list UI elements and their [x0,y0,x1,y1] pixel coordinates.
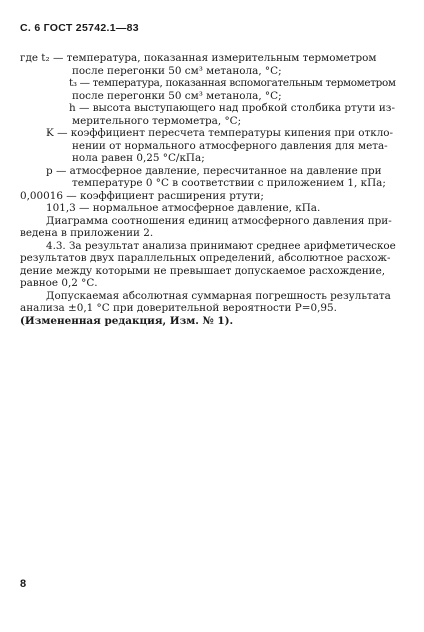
amendment-note: (Измененная редакция, Изм. № 1). [20,314,234,327]
text-line: Диаграмма соотношения единиц атмосферного давления при- [46,214,392,227]
text-line: нении от нормального атмосферного давления для мета- [72,139,388,152]
text-line: дение между которыми не превышает допускаемое расхождение, [20,264,386,277]
text-line: где t₂ — температура, показанная измерительным термометром [20,52,377,64]
text-line: t₃ — температура, показанная вспомогательным термометром [69,77,396,89]
text-line: после перегонки 50 см³ метанола, °С; [72,89,282,102]
text-line: температуре 0 °С в соответствии с приложением 1, кПа; [72,177,386,189]
text-line: p — атмосферное давление, пересчитанное на давление при [46,164,382,177]
text-line: h — высота выступающего над пробкой столбика ртути из- [69,102,395,114]
text-line: 0,00016 — коэффициент расширения ртути; [20,189,264,202]
page-number: 8 [20,578,27,590]
text-line: после перегонки 50 см³ метанола, °С; [72,64,282,77]
text-line: 101,3 — нормальное атмосферное давление, кПа. [46,202,321,214]
text-line: ведена в приложении 2. [20,227,154,239]
text-line: K — коэффициент пересчета температуры кипения при откло- [46,127,394,139]
text-line: нола равен 0,25 °С/кПа; [72,152,205,164]
text-line: 4.3. За результат анализа принимают среднее арифметическое [46,239,396,252]
text-line: равное 0,2 °С. [20,277,98,289]
text-line: Допускаемая абсолютная суммарная погрешность результата [46,289,391,302]
text-line: результатов двух параллельных определений, абсолютное расхож- [20,252,391,264]
text-line: анализа ±0,1 °С при доверительной вероятности P=0,95. [20,302,337,314]
text-line: мерительного термометра, °С; [72,114,242,127]
page-header: С. 6 ГОСТ 25742.1—83 [20,22,139,34]
document-body [20,52,396,327]
